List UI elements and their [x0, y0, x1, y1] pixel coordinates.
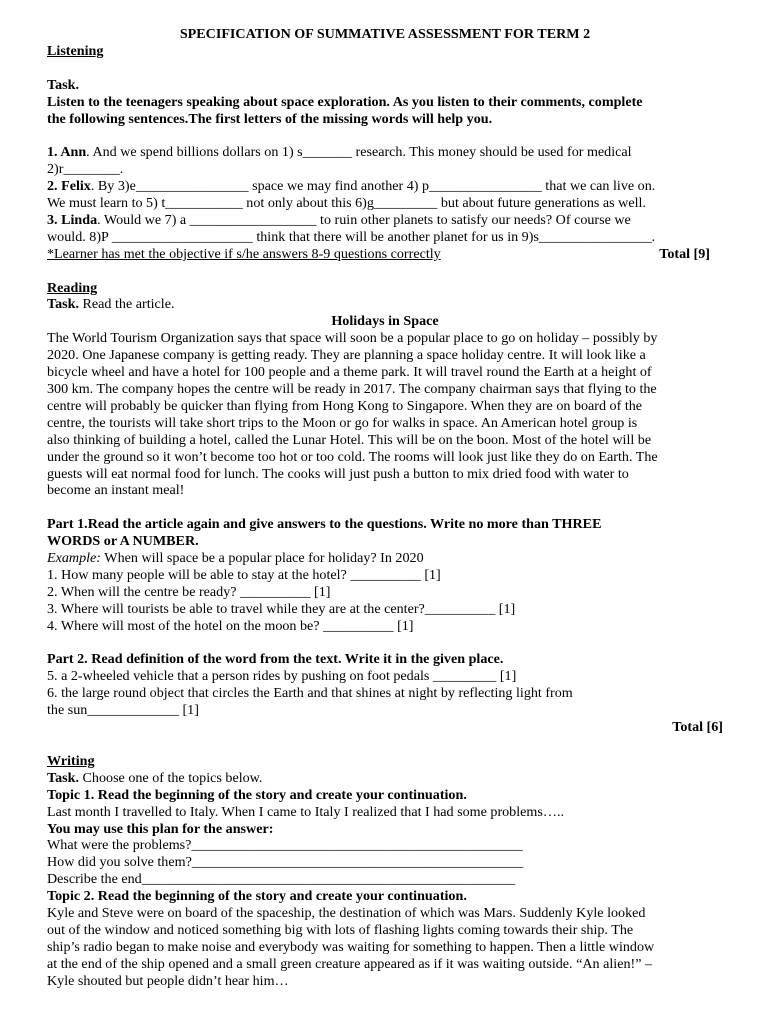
topic1-text: Last month I travelled to Italy. When I came to Italy I realized that I had some problems….. — [47, 803, 564, 820]
article-line: The World Tourism Organization says that space will soon be a popular place to go on holiday – possibly by — [47, 330, 658, 347]
part1-heading-line-1: Part 1.Read the article again and give answers to the questions. Write no more than THREE — [47, 516, 602, 533]
question-item: 2. When will the centre be ready? __________ [1] — [47, 583, 331, 600]
ann-line-2: 2)r________. — [47, 161, 124, 178]
question-item: 1. How many people will be able to stay at the hotel? __________ [1] — [47, 566, 441, 583]
page-title: SPECIFICATION OF SUMMATIVE ASSESSMENT FOR TERM 2 — [179, 26, 591, 42]
article-line: centre will probably be quicker than flying from Hong Kong to Singapore. When they are on board of the — [47, 397, 643, 414]
topic2-line: Kyle shouted but people didn’t hear him… — [47, 972, 289, 989]
article-body — [47, 330, 723, 499]
felix-line-2: We must learn to 5) t___________ not only about this 6)g_________ but about future generations as well. — [47, 195, 646, 212]
linda-line-1 — [47, 212, 723, 229]
felix-line-1 — [47, 178, 723, 195]
question-5: 5. a 2-wheeled vehicle that a person rides by pushing on foot pedals _________ [1] — [47, 668, 517, 685]
example-line — [47, 550, 723, 567]
article-line: centre, the tourists will take short trips to the Moon or go for walks in space. An American hotel group is — [47, 414, 638, 431]
writing-heading: Writing — [47, 752, 95, 769]
example-text: When will space be a popular place for holiday? In 2020 — [101, 550, 424, 567]
article-line: guests will eat normal food for lunch. The cooks will just push a button to mix dried food with water to — [47, 465, 629, 482]
example-label: Example: — [47, 550, 102, 567]
reading-total: Total [6] — [672, 719, 723, 736]
listening-instruction-line-2: the following sentences.The first letters of the missing words will help you. — [47, 110, 493, 127]
reading-task — [47, 296, 723, 313]
listening-total: Total [9] — [659, 245, 710, 262]
topic2-line: ship’s radio began to make noise and everybody was waiting for something to happen. Then a little window — [47, 938, 655, 955]
article-title: Holidays in Space — [331, 313, 439, 330]
speaker-linda: 3. Linda — [47, 211, 98, 228]
speaker-felix: 2. Felix — [47, 178, 91, 195]
reading-task-text: Read the article. — [79, 296, 175, 313]
article-line: under the ground so it won’t become too hot or too cold. The rooms will look just like they do on Earth. The — [47, 448, 658, 465]
question-6-line-2: the sun_____________ [1] — [47, 702, 199, 719]
article-line: 300 km. The company hopes the centre will be ready in 2017. The company chairman says that flying to the — [47, 380, 657, 397]
article-line: 2020. One Japanese company is getting ready. They are planning a space holiday centre. It will look like a — [47, 347, 646, 364]
listening-instruction-line-1: Listen to the teenagers speaking about space exploration. As you listen to their comments, complete — [47, 93, 643, 110]
listening-criteria-row — [47, 246, 723, 263]
listening-heading: Listening — [47, 42, 104, 59]
ann-line-1 — [47, 144, 723, 161]
assessment-page — [47, 26, 723, 990]
reading-heading: Reading — [47, 279, 98, 296]
article-line: become an instant meal! — [47, 482, 185, 499]
topic2-line: out of the window and noticed something big with lots of flashing lights coming towards their ship. The — [47, 921, 634, 938]
writing-task — [47, 770, 723, 787]
ann-text-1: . And we spend billions dollars on 1) s_______ research. This money should be used for medical — [86, 144, 632, 161]
part1-heading-line-2: WORDS or A NUMBER. — [47, 533, 199, 550]
topic1-heading: Topic 1. Read the beginning of the story and create your continuation. — [47, 786, 467, 803]
linda-text-1: . Would we 7) a __________________ to ruin other planets to satisfy our needs? Of course we — [97, 211, 631, 228]
linda-line-2: would. 8)P ____________________ think that there will be another planet for us in 9)s________________. — [47, 228, 656, 245]
topic2-line: Kyle and Steve were on board of the spaceship, the destination of which was Mars. Suddenly Kyle looked — [47, 905, 646, 922]
question-item: 3. Where will tourists be able to travel while they are at the center?__________ [1] — [47, 600, 516, 617]
topic2-line: at the end of the ship opened and a small green creature appeared as if it was waiting outside. “An alien!” – — [47, 955, 653, 972]
question-6-line-1: 6. the large round object that circles the Earth and that shines at night by reflecting light from — [47, 685, 573, 702]
reading-task-label: Task. — [47, 296, 79, 313]
listening-criteria: *Learner has met the objective if s/he answers 8-9 questions correctly — [47, 245, 441, 262]
listening-task-label: Task. — [47, 76, 79, 93]
question-item: 4. Where will most of the hotel on the moon be? __________ [1] — [47, 617, 414, 634]
topic2-heading: Topic 2. Read the beginning of the story and create your continuation. — [47, 888, 467, 905]
plan-item: Describe the end_____________________________________________________ — [47, 871, 516, 888]
speaker-ann: 1. Ann — [47, 144, 87, 161]
plan-heading: You may use this plan for the answer: — [47, 820, 274, 837]
plan-item: How did you solve them?_______________________________________________ — [47, 854, 524, 871]
writing-task-text: Choose one of the topics below. — [79, 769, 263, 786]
article-line: bicycle wheel and have a hotel for 100 people and a theme park. It will travel round the Earth at a height of — [47, 364, 652, 381]
article-line: also thinking of building a hotel, called the Lunar Hotel. This will be on the ƅoon. Most of the hotel will be — [47, 431, 652, 448]
plan-item: What were the problems?_______________________________________________ — [47, 837, 523, 854]
writing-task-label: Task. — [47, 769, 79, 786]
part2-heading: Part 2. Read definition of the word from the text. Write it in the given place. — [47, 651, 504, 668]
felix-text-1: . By 3)e________________ space we may find another 4) p________________ that we can live on. — [90, 178, 656, 195]
